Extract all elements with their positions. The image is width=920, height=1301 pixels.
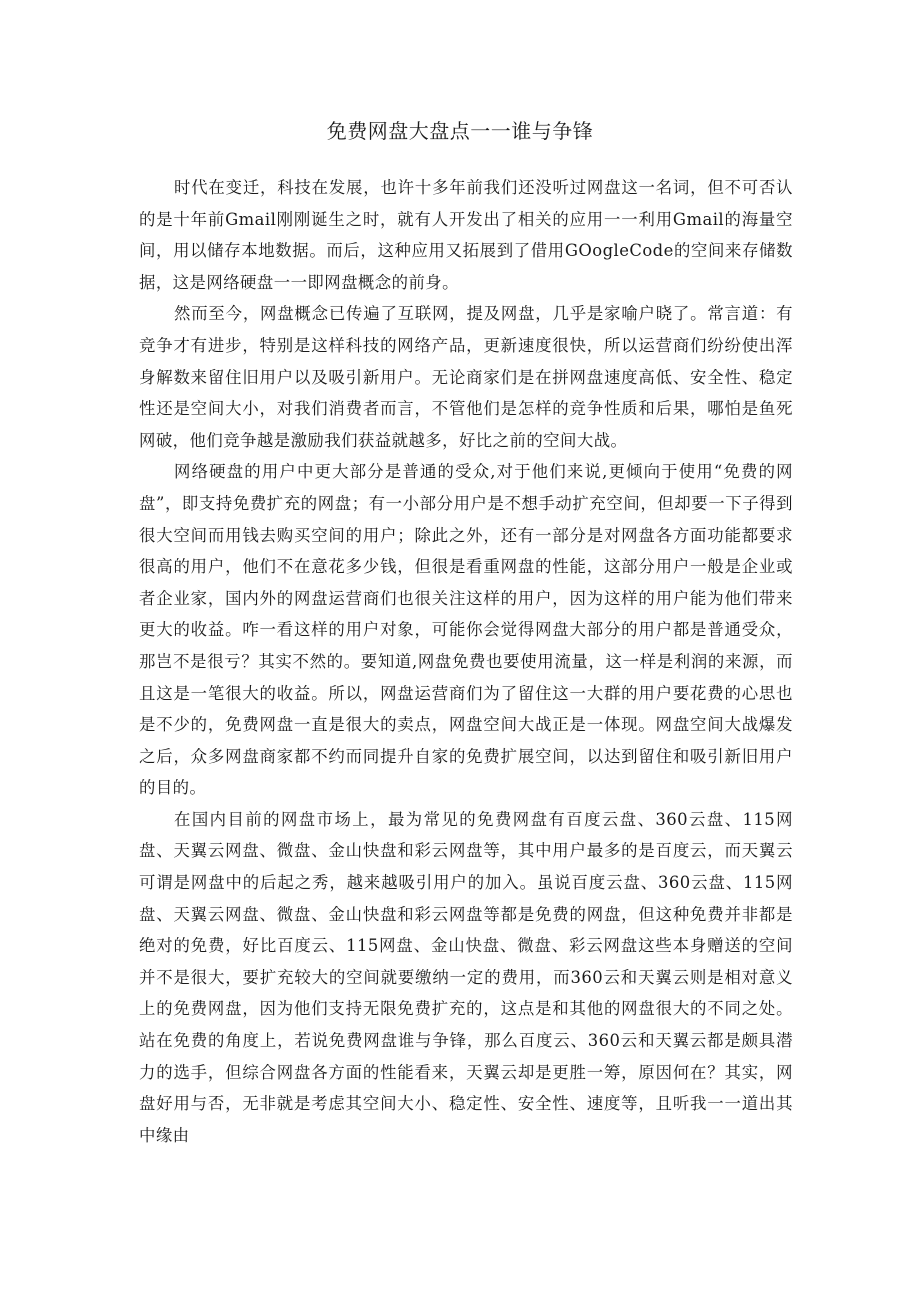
document-title: 免费网盘大盘点一一谁与争锋 bbox=[326, 119, 594, 143]
document-body bbox=[139, 172, 793, 1151]
paragraph-2: 然而至今，网盘概念已传遍了互联网，提及网盘，几乎是家喻户晓了。常言道：有竞争才有进步，特别是这样科技的网络产品，更新速度很快，所以运营商们纷纷使出浑身解数来留住旧用户以及吸引新用户。无论商家们是在拼网盘速度高低、安全性、稳定性还是空间大小，对我们消费者而言，不管他们是怎样的竞争性质和后果，哪怕是鱼死网破，他们竞争越是激励我们获益就越多，好比之前的空间大战。 bbox=[139, 304, 793, 450]
paragraph-3: 网络硬盘的用户中更大部分是普通的受众,对于他们来说,更倾向于使用“免费的网盘”，即支持免费扩充的网盘；有一小部分用户是不想手动扩充空间，但却要一下子得到很大空间而用钱去购买空间的用户；除此之外，还有一部分是对网盘各方面功能都要求很高的用户，他们不在意花多少钱，但很是看重网盘的性能，这部分用户一般是企业或者企业家，国内外的网盘运营商们也很关注这样的用户，因为这样的用户能为他们带来更大的收益。咋一看这样的用户对象，可能你会觉得网盘大部分的用户都是普通受众，那岂不是很亏？其实不然的。要知道,网盘免费也要使用流量，这一样是利润的来源，而且这是一笔很大的收益。所以，网盘运营商们为了留住这一大群的用户要花费的心思也是不少的，免费网盘一直是很大的卖点，网盘空间大战正是一体现。网盘空间大战爆发之后，众多网盘商家都不约而同提升自家的免费扩展空间，以达到留住和吸引新旧用户的目的。 bbox=[139, 462, 793, 798]
paragraph-4: 在国内目前的网盘市场上，最为常见的免费网盘有百度云盘、360云盘、115网盘、天翼云网盘、微盘、金山快盘和彩云网盘等，其中用户最多的是百度云，而天翼云可谓是网盘中的后起之秀，越来越吸引用户的加入。虽说百度云盘、360云盘、115网盘、天翼云网盘、微盘、金山快盘和彩云网盘等都是免费的网盘，但这种免费并非都是绝对的免费，好比百度云、115网盘、金山快盘、微盘、彩云网盘这些本身赠送的空间并不是很大，要扩充较大的空间就要缴纳一定的费用，而360云和天翼云则是相对意义上的免费网盘，因为他们支持无限免费扩充的，这点是和其他的网盘很大的不同之处。站在免费的角度上，若说免费网盘谁与争锋，那么百度云、360云和天翼云都是颇具潜力的选手，但综合网盘各方面的性能看来，天翼云却是更胜一筹，原因何在？其实，网盘好用与否，无非就是考虑其空间大小、稳定性、安全性、速度等，且听我一一道出其中缘由 bbox=[139, 809, 793, 1145]
paragraph-1: 时代在变迁，科技在发展，也许十多年前我们还没听过网盘这一名词，但不可否认的是十年前Gmail刚刚诞生之时，就有人开发出了相关的应用一一利用Gmail的海量空间，用以储存本地数据。而后，这种应用又拓展到了借用GOogleCode的空间来存储数据，这是网络硬盘一一即网盘概念的前身。 bbox=[139, 178, 793, 292]
